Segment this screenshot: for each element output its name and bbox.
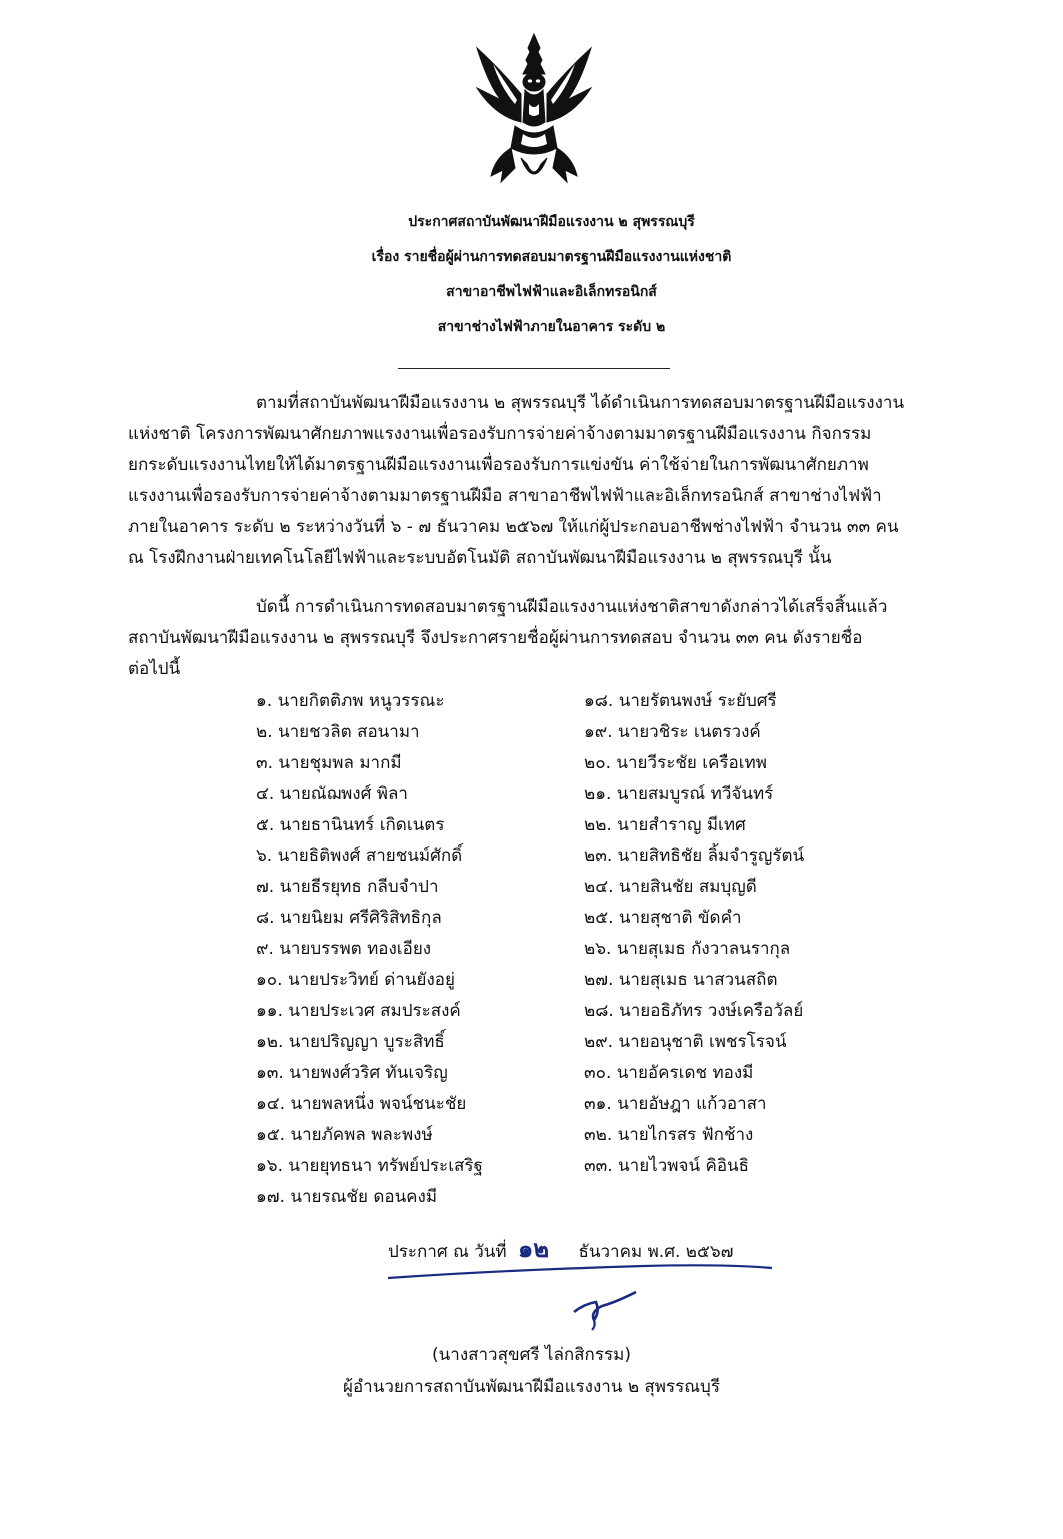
name-list-item: ๗. นายธีรยุทธ กลีบจำปา: [256, 877, 439, 897]
paragraph-line: บัดนี้ การดำเนินการทดสอบมาตรฐานฝีมือแรงงานแห่งชาติสาขาดังกล่าวได้เสร็จสิ้นแล้ว: [256, 597, 888, 617]
paragraph-result: [128, 592, 958, 685]
name-list-item: ๒๐. นายวีระชัย เครือเทพ: [584, 753, 767, 773]
name-list-item: ๑๘. นายรัตนพงษ์ ระยับศรี: [584, 691, 777, 711]
paragraph-intro: [128, 388, 958, 574]
name-list-item: ๓๓. นายไวพจน์ คิอินธิ: [584, 1156, 750, 1176]
paragraph-line: แห่งชาติ โครงการพัฒนาศักยภาพแรงงานเพื่อรองรับการจ่ายค่าจ้างตามมาตรฐานฝีมือแรงงาน กิจกรรม: [128, 424, 872, 444]
name-list-item: ๑๗. นายรณชัย ดอนคงมี: [256, 1187, 438, 1207]
names-list-right: [584, 686, 804, 1182]
paragraph-line: ณ โรงฝึกงานฝ่ายเทคโนโลยีไฟฟ้าและระบบอัตโนมัติ สถาบันพัฒนาฝีมือแรงงาน ๒ สุพรรณบุรี นั้น: [128, 548, 832, 568]
paragraph-line: แรงงานเพื่อรองรับการจ่ายค่าจ้างตามมาตรฐานฝีมือ สาขาอาชีพไฟฟ้าและอิเล็กทรอนิกส์ สาขาช่างไฟฟ้า: [128, 486, 882, 506]
name-list-item: ๑. นายกิตติภพ หนูวรรณะ: [256, 691, 445, 711]
name-list-item: ๘. นายนิยม ศรีศิริสิทธิกุล: [256, 908, 442, 928]
name-list-item: ๒๒. นายสำราญ มีเทศ: [584, 815, 746, 835]
signature-icon: [566, 1282, 646, 1332]
name-list-item: ๓๐. นายอัครเดช ทองมี: [584, 1063, 754, 1083]
name-list-item: ๒๘. นายอธิภัทร วงษ์เครือวัลย์: [584, 1001, 804, 1021]
header-occupation-branch: สาขาอาชีพไฟฟ้าและอิเล็กทรอนิกส์: [446, 284, 657, 300]
header-title: ประกาศสถาบันพัฒนาฝีมือแรงงาน ๒ สุพรรณบุรี: [408, 214, 695, 230]
name-list-item: ๒๕. นายสุชาติ ขัดคำ: [584, 908, 742, 928]
name-list-item: ๓. นายชุมพล มากมี: [256, 753, 402, 773]
paragraph-line: ภายในอาคาร ระดับ ๒ ระหว่างวันที่ ๖ - ๗ ธันวาคม ๒๕๖๗ ให้แก่ผู้ประกอบอาชีพช่างไฟฟ้า จำนวน ๓๓ คน: [128, 517, 899, 537]
name-list-item: ๑๖. นายยุทธนา ทรัพย์ประเสริฐ: [256, 1156, 483, 1176]
paragraph-line: ต่อไปนี้: [128, 659, 181, 679]
header-skill-branch: สาขาช่างไฟฟ้าภายในอาคาร ระดับ ๒: [437, 319, 666, 335]
header-subject: เรื่อง รายชื่อผู้ผ่านการทดสอบมาตรฐานฝีมือแรงงานแห่งชาติ: [371, 249, 732, 265]
paragraph-line: สถาบันพัฒนาฝีมือแรงงาน ๒ สุพรรณบุรี จึงประกาศรายชื่อผู้ผ่านการทดสอบ จำนวน ๓๓ คน ดังรายชื่อ: [128, 628, 863, 648]
name-list-item: ๑๙. นายวชิระ เนตรวงค์: [584, 722, 761, 742]
name-list-item: ๙. นายบรรพต ทองเอียง: [256, 939, 432, 959]
name-list-item: ๒๖. นายสุเมธ กังวาลนรากุล: [584, 939, 791, 959]
name-list-item: ๒๙. นายอนุชาติ เพชรโรจน์: [584, 1032, 787, 1052]
header-divider: [398, 368, 670, 369]
names-list-left: [256, 686, 483, 1213]
name-list-item: ๑๑. นายประเวศ สมประสงค์: [256, 1001, 461, 1021]
name-list-item: ๕. นายธานินทร์ เกิดเนตร: [256, 815, 445, 835]
name-list-item: ๑๐. นายประวิทย์ ด่านยังอยู่: [256, 970, 455, 990]
name-list-item: ๒๑. นายสมบูรณ์ ทวีจันทร์: [584, 784, 774, 804]
name-list-item: ๑๕. นายภัคพล พละพงษ์: [256, 1125, 433, 1145]
name-list-item: ๓๒. นายไกรสร ฟักช้าง: [584, 1125, 754, 1145]
date-day-handwritten: ๑๒: [518, 1234, 550, 1263]
date-prefix: ประกาศ ณ วันที่: [388, 1242, 507, 1262]
date-month-year: ธันวาคม พ.ศ. ๒๕๖๗: [578, 1242, 734, 1262]
paragraph-line: ตามที่สถาบันพัฒนาฝีมือแรงงาน ๒ สุพรรณบุรี ได้ดำเนินการทดสอบมาตรฐานฝีมือแรงงาน: [256, 393, 905, 413]
name-list-item: ๔. นายณัฌพงศ์ พิลา: [256, 784, 408, 804]
name-list-item: ๖. นายธิติพงศ์ สายชนม์ศักดิ์: [256, 846, 463, 866]
name-list-item: ๒๗. นายสุเมธ นาสวนสถิต: [584, 970, 778, 990]
name-list-item: ๓๑. นายอัษฎา แก้วอาสา: [584, 1094, 767, 1114]
name-list-item: ๑๒. นายปริญญา บูระสิทธิ์: [256, 1032, 445, 1052]
name-list-item: ๑๓. นายพงศ์วริศ ทันเจริญ: [256, 1063, 448, 1083]
name-list-item: ๒๓. นายสิทธิชัย ลิ้มจำรูญรัตน์: [584, 846, 805, 866]
signer-name: (นางสาวสุขศรี ไล่กสิกรรม): [432, 1345, 631, 1365]
announcement-header: [0, 205, 1063, 345]
name-list-item: ๑๔. นายพลหนึ่ง พจน์ชนะชัย: [256, 1094, 467, 1114]
garuda-emblem-icon: [471, 30, 597, 192]
name-list-item: ๒. นายชวลิต สอนามา: [256, 722, 420, 742]
name-list-item: ๒๔. นายสินชัย สมบุญดี: [584, 877, 757, 897]
handwritten-underline: [384, 1258, 776, 1282]
paragraph-line: ยกระดับแรงงานไทยให้ได้มาตรฐานฝีมือแรงงานเพื่อรองรับการแข่งขัน ค่าใช้จ่ายในการพัฒนาศักยภาพ: [128, 455, 869, 475]
signer-position: ผู้อำนวยการสถาบันพัฒนาฝีมือแรงงาน ๒ สุพรรณบุรี: [343, 1377, 720, 1397]
